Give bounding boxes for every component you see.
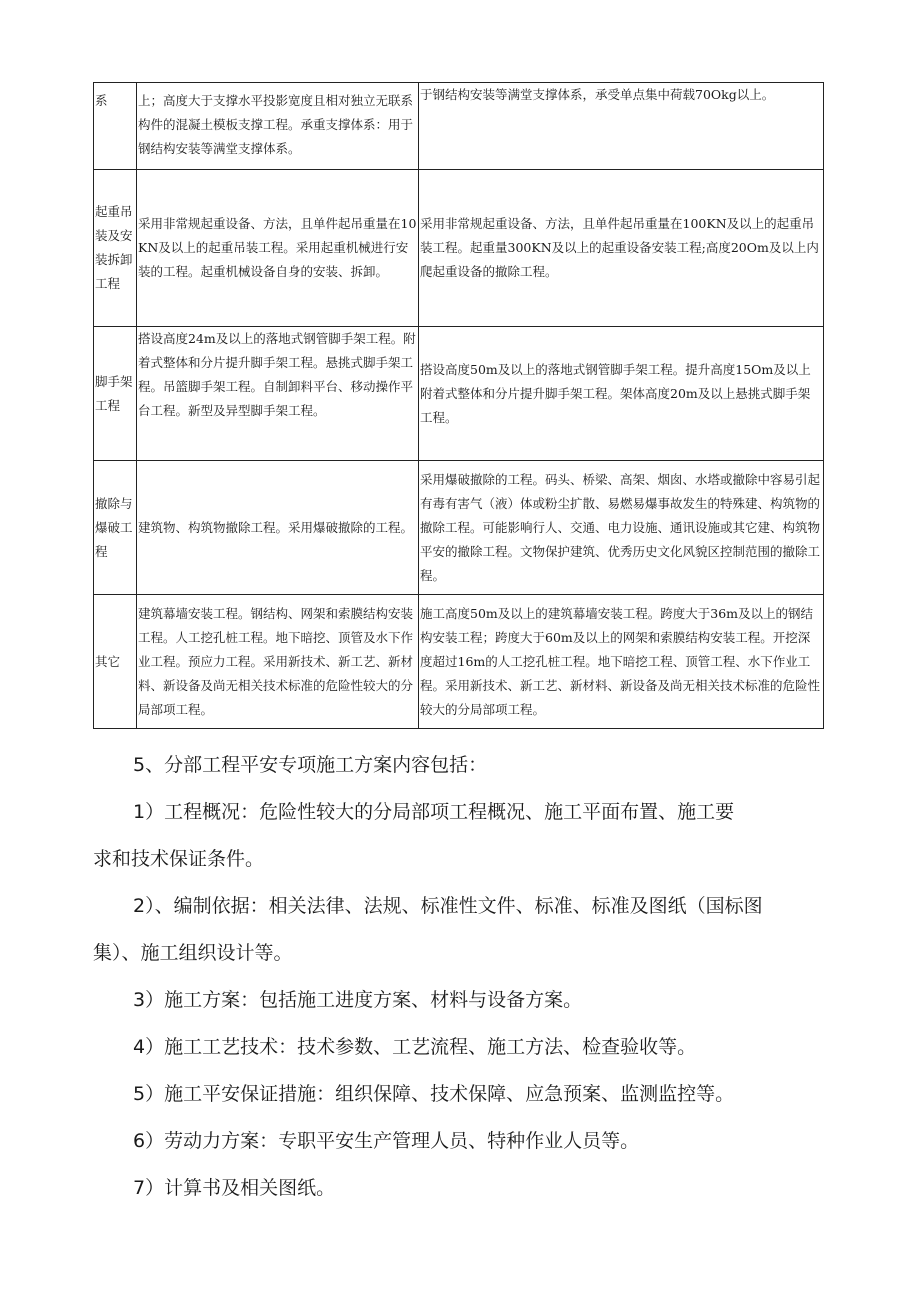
row-general-scope: 采用非常规起重设备、方法，且单件起吊重量在10KN及以上的起重吊装工程。采用起重机械进行安装的工程。起重机械设备自身的安装、拆卸。 — [137, 170, 419, 327]
list-item: 4）施工工艺技术：技术参数、工艺流程、施工方法、检查验收等。 — [133, 1036, 697, 1058]
row-general-scope: 搭设高度24m及以上的落地式钢管脚手架工程。附着式整体和分片提升脚手架工程。悬挑式脚手架工程。吊篮脚手架工程。自制卸料平台、移动操作平台工程。新型及异型脚手架工程。 — [137, 327, 419, 461]
row-general-scope: 上；高度大于支撑水平投影宽度且相对独立无联系构件的混凝土模板支撑工程。承重支撑体系：用于钢结构安装等满堂支撑体系。 — [137, 83, 419, 170]
list-item: 5）施工平安保证措施：组织保障、技术保障、应急预案、监测监控等。 — [133, 1083, 735, 1105]
table-row — [94, 461, 824, 595]
row-general-scope: 建筑幕墙安装工程。钢结构、网架和索膜结构安装工程。人工挖孔桩工程。地下暗挖、顶管及水下作业工程。预应力工程。采用新技术、新工艺、新材料、新设备及尚无相关技术标准的危险性较大的分局部项工程。 — [137, 595, 419, 729]
table-row — [94, 327, 824, 461]
list-item: 6）劳动力方案：专职平安生产管理人员、特种作业人员等。 — [133, 1130, 640, 1152]
list-item: 1）工程概况：危险性较大的分局部项工程概况、施工平面布置、施工要 — [133, 801, 735, 823]
row-major-scope: 搭设高度50m及以上的落地式钢管脚手架工程。提升高度15Om及以上附着式整体和分片提升脚手架工程。架体高度20m及以上悬挑式脚手架工程。 — [419, 327, 824, 461]
row-major-scope: 采用爆破撤除的工程。码头、桥梁、高架、烟囱、水塔或撤除中容易引起有毒有害气（液）体或粉尘扩散、易燃易爆事故发生的特殊建、构筑物的撤除工程。可能影响行人、交通、电力设施、通讯设施或其它建、构筑物平安的撤除工程。文物保护建筑、优秀历史文化风貌区控制范围的撤除工程。 — [419, 461, 824, 595]
row-major-scope: 施工高度50m及以上的建筑幕墙安装工程。跨度大于36m及以上的钢结构安装工程；跨度大于60m及以上的网架和索膜结构安装工程。开挖深度超过16m的人工挖孔桩工程。地下暗挖工程、顶管工程、水下作业工程。采用新技术、新工艺、新材料、新设备及尚无相关技术标准的危险性较大的分局部项工程。 — [419, 595, 824, 729]
list-item: 7）计算书及相关图纸。 — [133, 1177, 336, 1199]
table-row — [94, 595, 824, 729]
list-item: 3）施工方案：包括施工进度方案、材料与设备方案。 — [133, 989, 583, 1011]
list-heading: 5、分部工程平安专项施工方案内容包括： — [133, 754, 488, 776]
row-category: 撤除与爆破工程 — [94, 461, 137, 595]
list-item: 2）、编制依据：相关法律、法规、标准性文件、标准、标准及图纸（国标图 — [133, 895, 763, 917]
row-category: 其它 — [94, 595, 137, 729]
list-item-continuation: 求和技术保证条件。 — [93, 848, 265, 870]
hazard-scope-table — [93, 82, 823, 729]
row-category: 起重吊装及安装拆卸工程 — [94, 170, 137, 327]
row-category: 脚手架工程 — [94, 327, 137, 461]
table-row — [94, 83, 824, 170]
row-major-scope: 于钢结构安装等满堂支撑体系，承受单点集中荷载70Okg以上。 — [419, 83, 824, 170]
table-row — [94, 170, 824, 327]
row-category: 系 — [94, 83, 137, 170]
row-general-scope: 建筑物、构筑物撤除工程。采用爆破撤除的工程。 — [137, 461, 419, 595]
list-item-continuation: 集）、施工组织设计等。 — [93, 942, 293, 964]
plan-contents-list — [93, 742, 823, 1212]
row-major-scope: 采用非常规起重设备、方法，且单件起吊重量在100KN及以上的起重吊装工程。起重量300KN及以上的起重设备安装工程;高度20Om及以上内爬起重设备的撤除工程。 — [419, 170, 824, 327]
